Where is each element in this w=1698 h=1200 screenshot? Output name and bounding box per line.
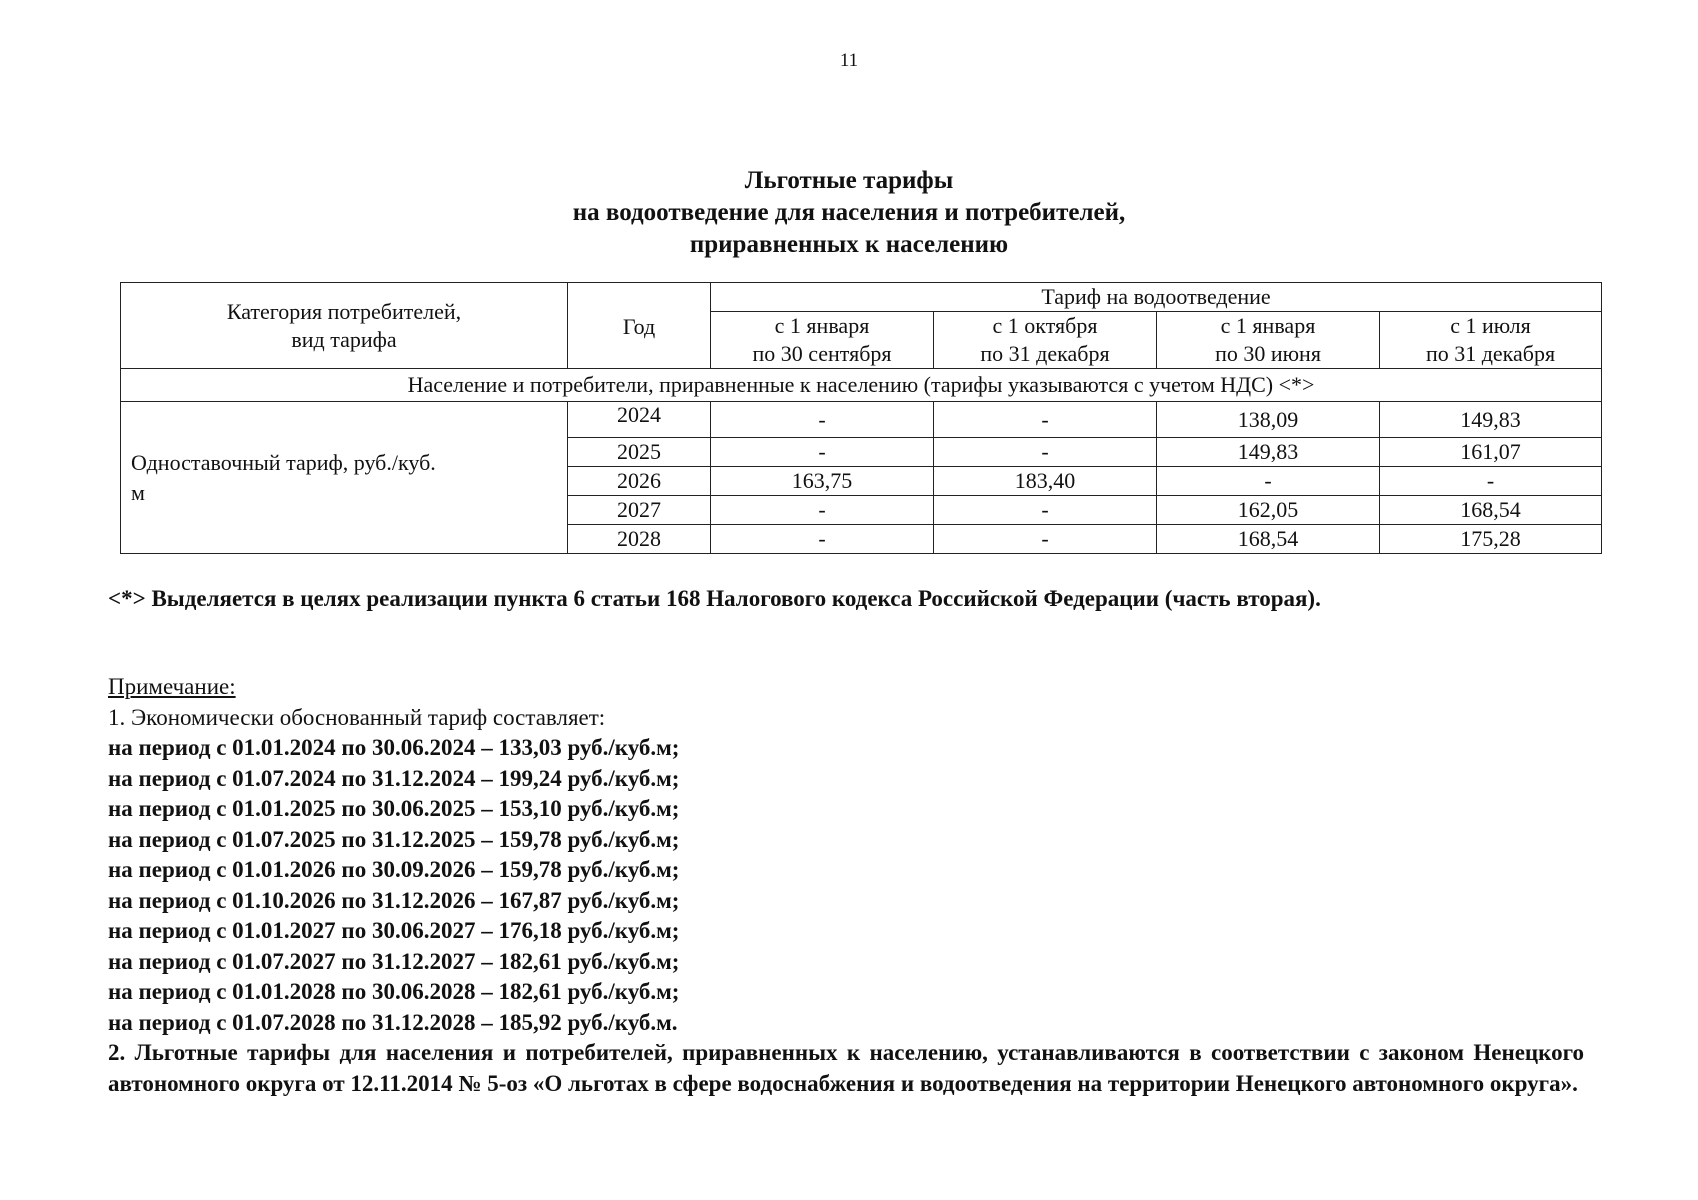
header-period-4: [1380, 312, 1602, 369]
value-cell: 138,09: [1157, 402, 1380, 438]
period-line: на период с 01.01.2025 по 30.06.2025 – 153,10 руб./куб.м;: [108, 796, 680, 821]
header-period-3-line1: с 1 января: [1220, 313, 1316, 338]
value-cell: 183,40: [934, 467, 1157, 496]
year-cell: 2027: [568, 496, 711, 525]
year-cell: 2026: [568, 467, 711, 496]
period-line: на период с 01.07.2025 по 31.12.2025 – 159,78 руб./куб.м;: [108, 826, 680, 852]
tariff-table: [120, 282, 1602, 554]
value-cell: -: [1157, 467, 1380, 496]
period-line: на период с 01.10.2026 по 31.12.2026 – 167,87 руб./куб.м;: [108, 887, 680, 913]
value-cell: 168,54: [1157, 525, 1380, 554]
header-tariff-group: Тариф на водоотведение: [711, 283, 1602, 312]
value-cell: 163,75: [711, 467, 934, 496]
value-cell: -: [711, 525, 934, 554]
value-cell: 149,83: [1157, 438, 1380, 467]
value-cell: -: [934, 438, 1157, 467]
value-cell: 162,05: [1157, 496, 1380, 525]
period-line: на период с 01.07.2024 по 31.12.2024 – 199,24 руб./куб.м;: [108, 765, 680, 791]
value-cell: 149,83: [1380, 402, 1602, 438]
value-cell: -: [711, 438, 934, 467]
title-line-3: приравненных к населению: [689, 231, 1009, 258]
value-cell: 161,07: [1380, 438, 1602, 467]
header-year: Год: [568, 283, 711, 369]
header-period-2-line1: с 1 октября: [992, 313, 1098, 338]
header-period-4-line2: по 31 декабря: [1425, 341, 1556, 366]
group-label: Население и потребители, приравненные к населению (тарифы указываются с учетом НДС) <*>: [121, 369, 1602, 402]
value-cell: -: [711, 402, 934, 438]
header-category: Категория потребителей, вид тарифа: [121, 283, 568, 369]
notes-heading: Примечание:: [108, 674, 236, 699]
year-cell: 2024: [568, 402, 711, 438]
header-period-4-line1: с 1 июля: [1450, 313, 1531, 338]
header-period-1-line2: по 30 сентября: [752, 341, 892, 366]
period-line: на период с 01.07.2028 по 31.12.2028 – 185,92 руб./куб.м.: [108, 1009, 678, 1035]
notes-item-2: 2. Льготные тарифы для населения и потребителей, приравненных к населению, устанавливаются в соответствии с законом Ненецкого автономного округа от 12.11.2014 № 5-оз «О льготах в сфере водоснабжения и водоотведения на территории Ненецкого автономного округа».: [108, 1040, 1584, 1096]
footnote: <*> Выделяется в целях реализации пункта 6 статьи 168 Налогового кодекса Российской Федерации (часть вторая).: [108, 586, 1321, 611]
period-line: на период с 01.01.2028 по 30.06.2028 – 182,61 руб./куб.м;: [108, 979, 680, 1004]
year-cell: 2028: [568, 525, 711, 554]
value-cell: 168,54: [1380, 496, 1602, 525]
value-cell: 175,28: [1380, 525, 1602, 554]
value-cell: -: [711, 496, 934, 525]
notes-section: [108, 672, 1584, 1099]
year-cell: 2025: [568, 438, 711, 467]
value-cell: -: [1380, 467, 1602, 496]
category-label: Одноставочный тариф, руб./куб. м: [121, 402, 568, 554]
document-title: [0, 165, 1698, 261]
period-line: на период с 01.07.2027 по 31.12.2027 – 182,61 руб./куб.м;: [108, 948, 680, 974]
notes-item-1-intro: 1. Экономически обоснованный тариф составляет:: [108, 704, 606, 730]
header-period-3-line2: по 30 июня: [1215, 341, 1321, 366]
period-line: на период с 01.01.2027 по 30.06.2027 – 176,18 руб./куб.м;: [108, 918, 680, 943]
header-period-1: [711, 312, 934, 369]
header-period-2: [934, 312, 1157, 369]
header-period-1-line1: с 1 января: [774, 313, 870, 338]
value-cell: -: [934, 402, 1157, 438]
value-cell: -: [934, 525, 1157, 554]
period-line: на период с 01.01.2026 по 30.09.2026 – 159,78 руб./куб.м;: [108, 857, 680, 882]
period-line: на период с 01.01.2024 по 30.06.2024 – 133,03 руб./куб.м;: [108, 735, 680, 760]
title-line-1: Льготные тарифы: [744, 167, 954, 194]
title-line-2: на водоотведение для населения и потребителей,: [572, 199, 1126, 226]
page-number: 11: [839, 50, 859, 71]
header-period-3: [1157, 312, 1380, 369]
header-period-2-line2: по 31 декабря: [980, 341, 1110, 366]
value-cell: -: [934, 496, 1157, 525]
